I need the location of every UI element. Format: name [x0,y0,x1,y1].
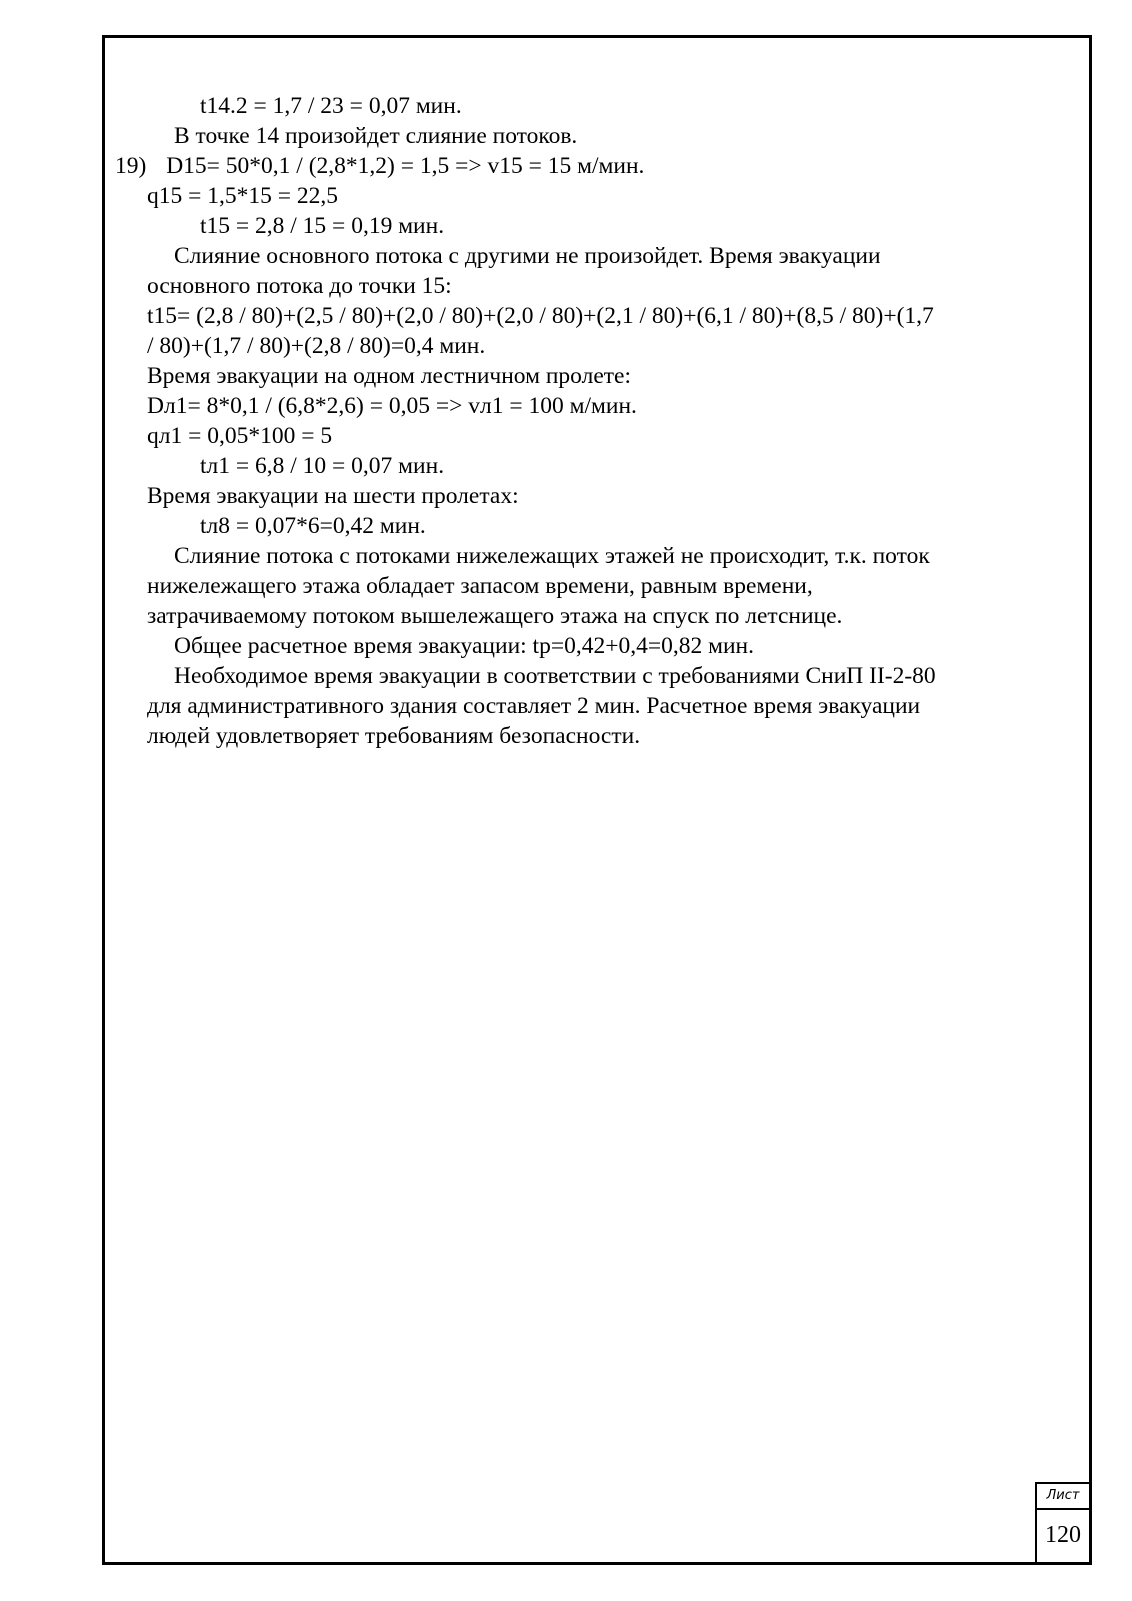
text-line: В точке 14 произойдет слияние потоков. [174,123,578,149]
text-line: людей удовлетворяет требованиям безопасности. [147,723,641,749]
text-line: tл1 = 6,8 / 10 = 0,07 мин. [200,453,445,479]
text-line: q15 = 1,5*15 = 22,5 [147,183,339,209]
text-line: qл1 = 0,05*100 = 5 [147,423,333,449]
text-line: основного потока до точки 15: [147,273,452,299]
text-line: t14.2 = 1,7 / 23 = 0,07 мин. [200,93,462,119]
text-line: / 80)+(1,7 / 80)+(2,8 / 80)=0,4 мин. [147,333,486,359]
text-line: t15= (2,8 / 80)+(2,5 / 80)+(2,0 / 80)+(2,0 / 80)+(2,1 / 80)+(6,1 / 80)+(8,5 / 80)+(1,7 [147,303,934,329]
page-frame [102,35,1092,1565]
sheet-label: Лист [1037,1484,1089,1510]
text-line: Dл1= 8*0,1 / (6,8*2,6) = 0,05 => vл1 = 100 м/мин. [147,393,637,419]
text-line: для административного здания составляет 2 мин. Расчетное время эвакуации [147,693,921,719]
text-line: Слияние потока с потоками нижележащих этажей не происходит, т.к. поток [174,543,930,569]
text-line: Время эвакуации на одном лестничном пролете: [147,363,631,389]
text-line: Общее расчетное время эвакуации: tр=0,42+0,4=0,82 мин. [174,633,754,659]
sheet-number: 120 [1045,1522,1081,1548]
sheet-stamp [1035,1482,1089,1562]
text-line: tл8 = 0,07*6=0,42 мин. [200,513,426,539]
text-line-numbered [115,151,644,181]
text-line: Необходимое время эвакуации в соответствии с требованиями СниП II-2-80 [174,663,936,689]
text-line: t15 = 2,8 / 15 = 0,19 мин. [200,213,445,239]
text-line: нижележащего этажа обладает запасом времени, равным времени, [147,573,813,599]
text-line: Слияние основного потока с другими не произойдет. Время эвакуации [174,243,881,269]
item-number: 19) [115,153,147,179]
text-line: затрачиваемому потоком вышележащего этажа на спуск по летснице. [147,603,843,629]
text-line: Время эвакуации на шести пролетах: [147,483,519,509]
item-text: D15= 50*0,1 / (2,8*1,2) = 1,5 => v15 = 15 м/мин. [166,153,645,179]
